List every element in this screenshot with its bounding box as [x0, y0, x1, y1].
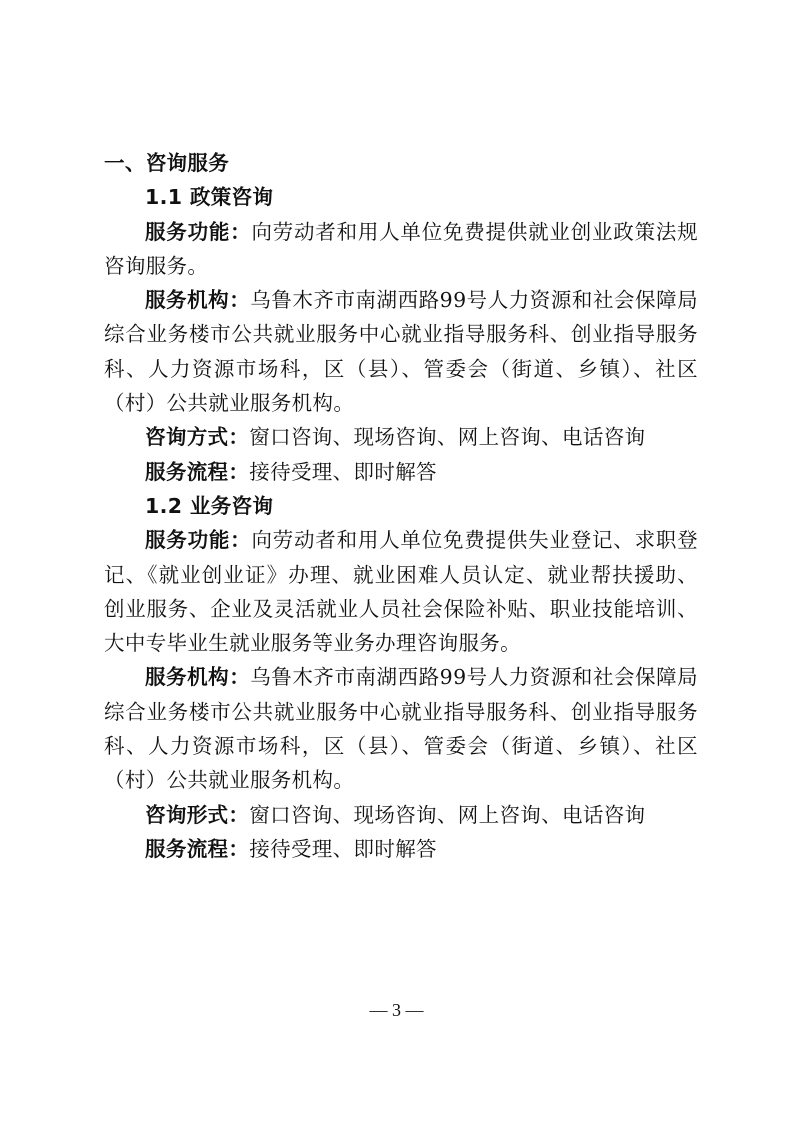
policy-process-label: 服务流程：	[145, 459, 250, 484]
business-function-text: 向劳动者和用人单位免费提供失业登记、求职登记、《就业创业证》办理、就业困难人员认定、就业帮扶援助、创业服务、企业及灵活就业人员社会保险补贴、职业技能培训、大中专毕业生就业服务等业务办理咨询服务。	[104, 528, 698, 656]
business-function-paragraph	[104, 523, 698, 660]
policy-org-paragraph	[104, 283, 698, 420]
business-form-paragraph	[104, 798, 698, 832]
business-org-text: 乌鲁木齐市南湖西路99号人力资源和社会保障局综合业务楼市公共就业服务中心就业指导服务科、创业指导服务科、人力资源市场科，区（县）、管委会（街道、乡镇）、社区（村）公共就业服务机构。	[104, 665, 698, 793]
policy-function-paragraph	[104, 215, 698, 284]
policy-method-text: 窗口咨询、现场咨询、网上咨询、电话咨询	[249, 425, 646, 450]
business-form-text: 窗口咨询、现场咨询、网上咨询、电话咨询	[249, 802, 646, 827]
business-org-label: 服务机构：	[145, 665, 251, 690]
policy-org-text: 乌鲁木齐市南湖西路99号人力资源和社会保障局综合业务楼市公共就业服务中心就业指导服务科、创业指导服务科、人力资源市场科，区（县）、管委会（街道、乡镇）、社区（村）公共就业服务机构。	[104, 288, 698, 416]
page-number: — 3 —	[369, 1000, 424, 1020]
document-body	[104, 146, 698, 866]
policy-method-label: 咨询方式：	[145, 425, 250, 450]
business-function-label: 服务功能：	[145, 528, 252, 553]
business-org-paragraph	[104, 660, 698, 797]
policy-process-paragraph	[104, 455, 698, 489]
policy-function-text: 向劳动者和用人单位免费提供就业创业政策法规咨询服务。	[104, 219, 698, 278]
business-process-text: 接待受理、即时解答	[249, 836, 437, 861]
policy-function-label: 服务功能：	[145, 219, 252, 244]
policy-org-label: 服务机构：	[145, 288, 251, 313]
policy-method-paragraph	[104, 420, 698, 454]
subsection-heading-business: 1.2 业务咨询	[145, 493, 274, 518]
policy-process-text: 接待受理、即时解答	[249, 459, 437, 484]
subsection-heading-policy: 1.1 政策咨询	[145, 185, 274, 210]
business-form-label: 咨询形式：	[145, 802, 250, 827]
business-process-paragraph	[104, 832, 698, 866]
business-process-label: 服务流程：	[145, 836, 250, 861]
section-heading: 一、咨询服务	[104, 151, 230, 175]
